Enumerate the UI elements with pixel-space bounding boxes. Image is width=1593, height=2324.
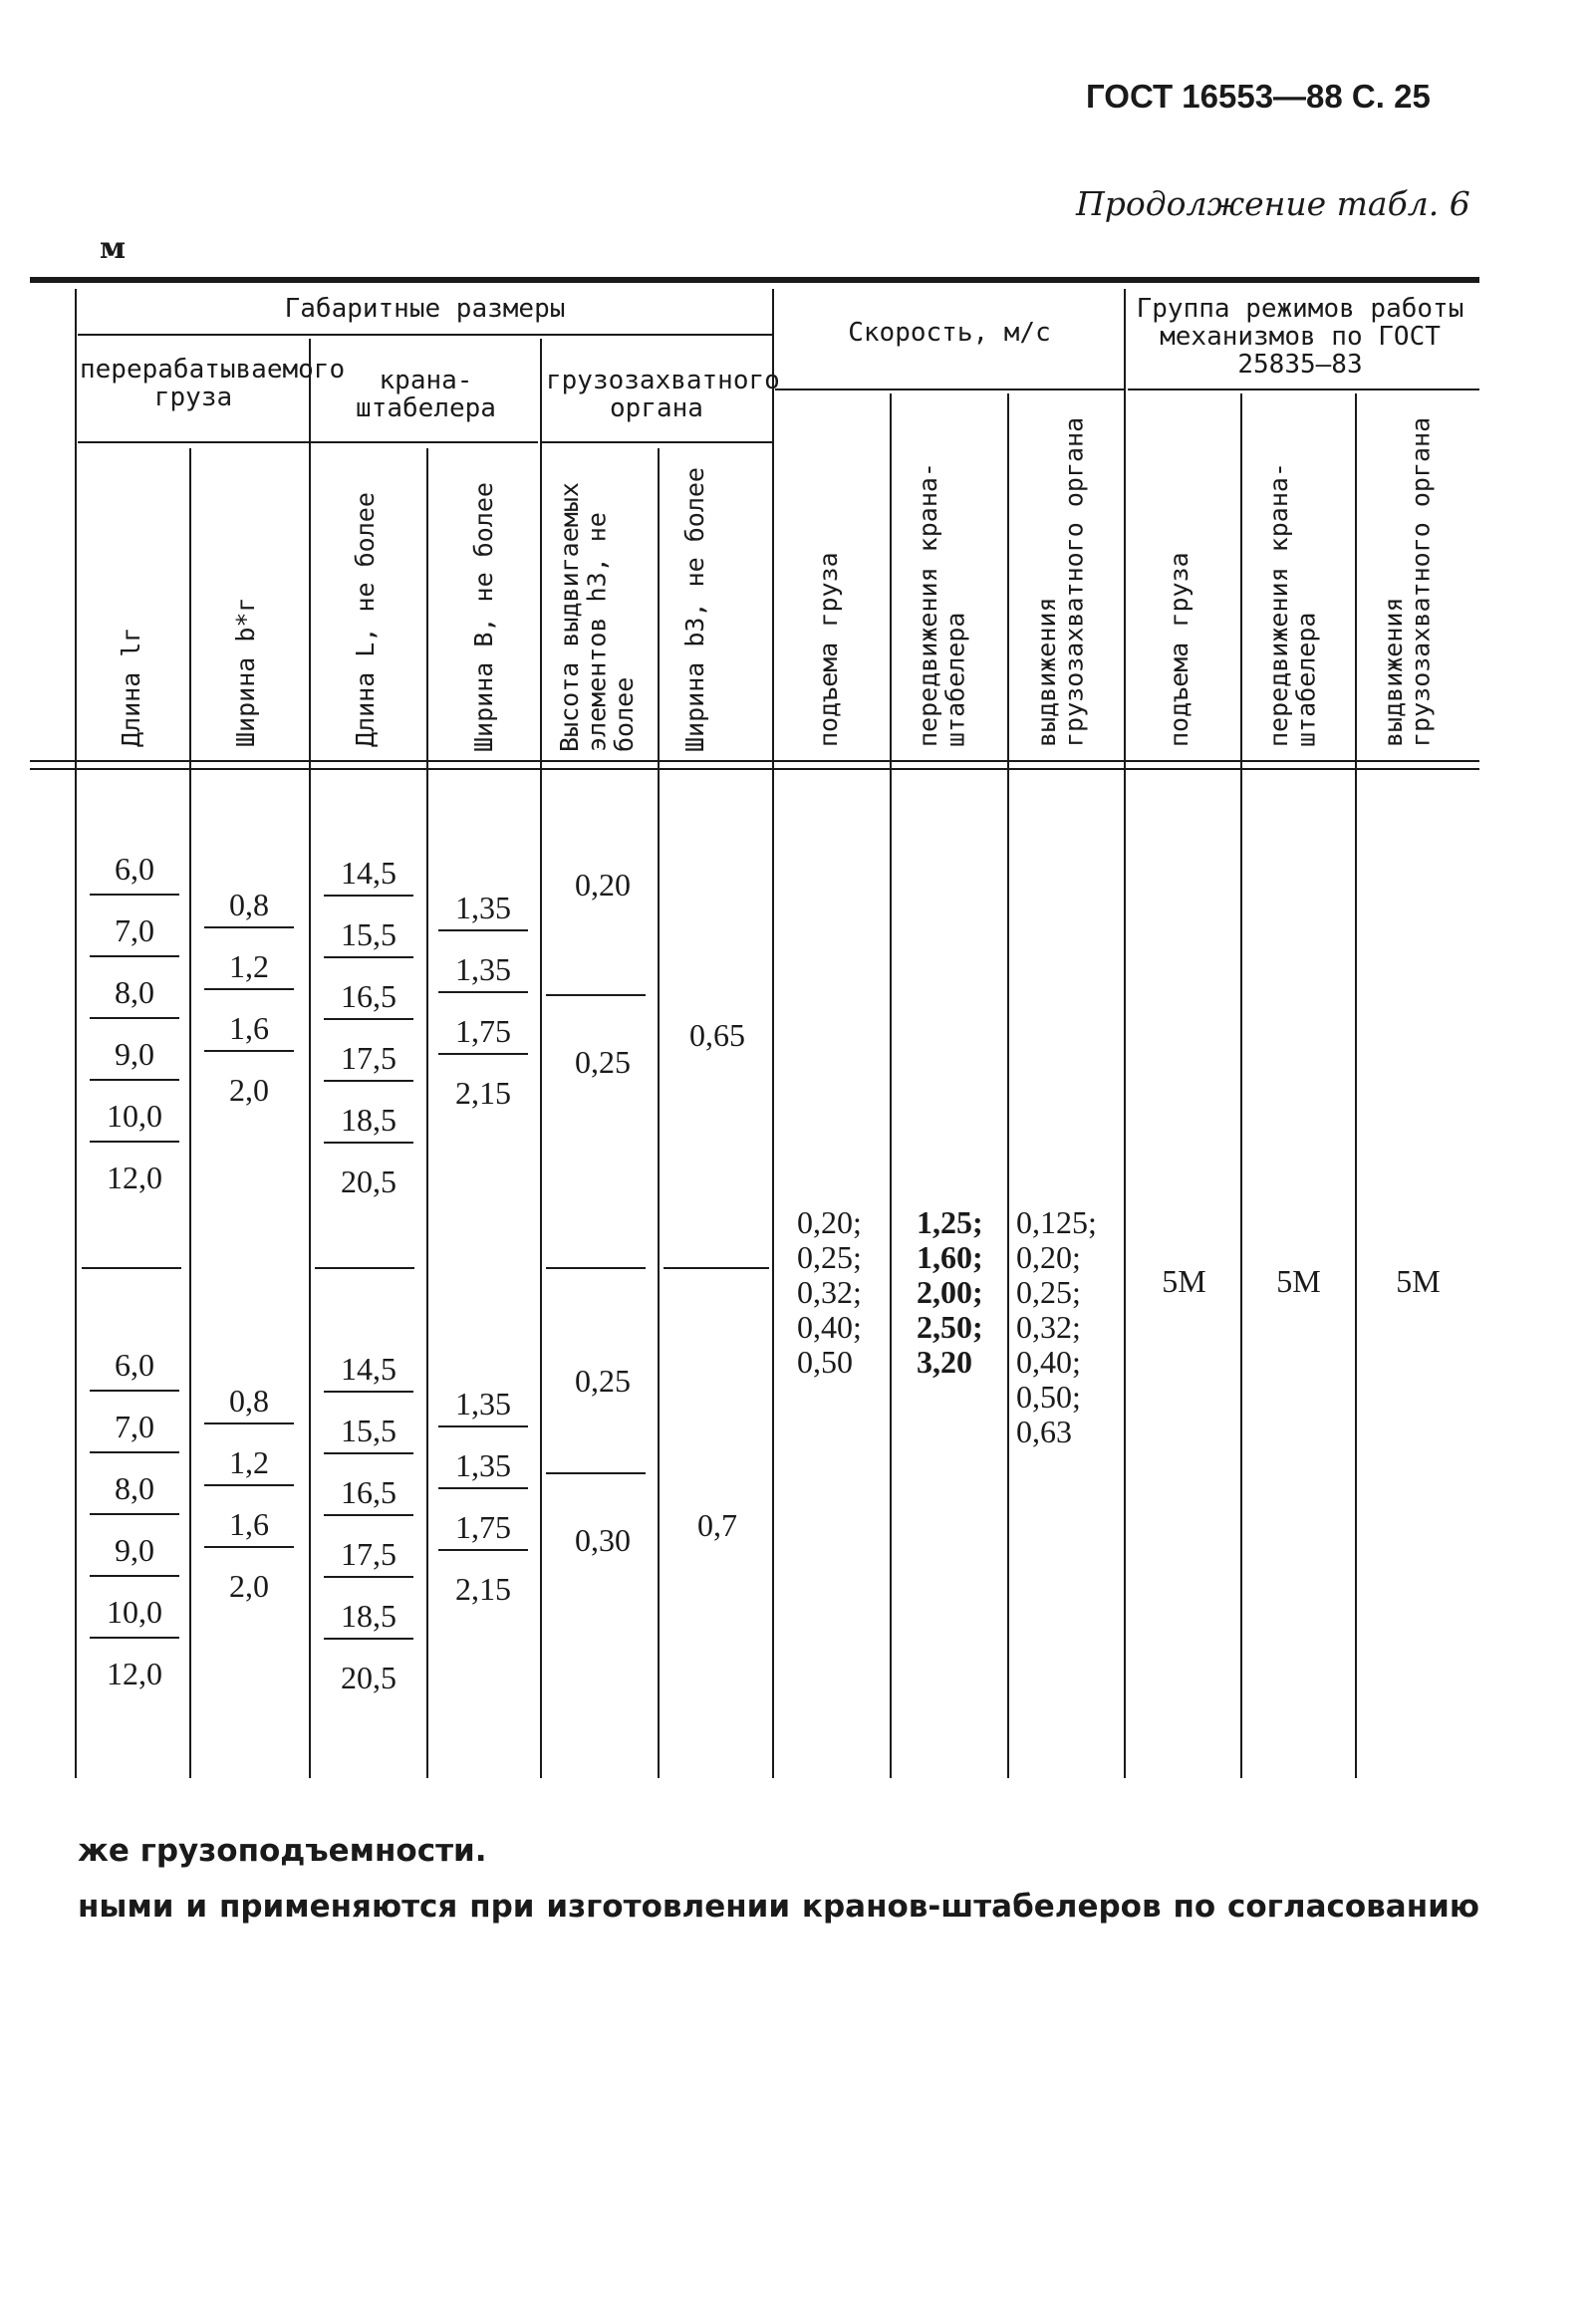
cell-bg: 1,6: [229, 1506, 269, 1542]
cell-lg: 6,0: [115, 1347, 154, 1383]
col-header-speed-extend: выдвижения грузозахватного органа: [1032, 416, 1089, 747]
cell-L: 17,5: [341, 1040, 397, 1076]
cell-lg: 8,0: [115, 1470, 154, 1506]
cell-bg: 1,2: [229, 1444, 269, 1480]
col-header-length-lg: Длина lг: [117, 627, 145, 747]
cell-B: 1,35: [455, 951, 511, 987]
cell-lg: 8,0: [115, 974, 154, 1010]
cell-bg: 1,6: [229, 1010, 269, 1046]
cell-bg: 2,0: [229, 1072, 269, 1108]
cell-bg: 0,8: [229, 887, 269, 922]
cell-lg: 7,0: [115, 912, 154, 948]
col-header-height-h3: Высота выдвигаемых элементов h3, не более: [555, 482, 639, 752]
cell-L: 20,5: [341, 1163, 397, 1199]
cell-bg: 0,8: [229, 1383, 269, 1419]
header-speed: Скорость, м/с: [848, 318, 1051, 348]
cell-L: 18,5: [341, 1598, 397, 1634]
cell-B: 1,75: [455, 1509, 511, 1545]
col-header-mode-extend: выдвижения грузозахватного органа: [1379, 416, 1436, 747]
unit-label: м: [100, 231, 127, 266]
cell-b3: 0,65: [689, 1017, 745, 1053]
header-cargo: перерабатываемого груза: [80, 355, 346, 413]
cell-h3: 0,30: [575, 1522, 631, 1558]
cell-L: 18,5: [341, 1102, 397, 1138]
header-gabarit: Габаритные размеры: [284, 294, 566, 324]
cell-lg: 10,0: [107, 1594, 162, 1630]
cell-B: 1,75: [455, 1013, 511, 1049]
cell-lg: 9,0: [115, 1532, 154, 1568]
header-modes: Группа режимов работы механизмов по ГОСТ 25835—83: [1136, 294, 1464, 381]
cell-lg: 7,0: [115, 1409, 154, 1444]
footnote-line-1: же грузоподъемности.: [78, 1833, 487, 1869]
col-header-width-bg: Ширина b*г: [231, 597, 260, 747]
col-header-speed-travel: передвижения крана-штабелера: [914, 462, 970, 747]
cell-h3: 0,25: [575, 1044, 631, 1080]
page-header: ГОСТ 16553—88 С. 25: [1086, 78, 1431, 115]
table-caption: Продолжение табл. 6: [1076, 184, 1470, 223]
cell-L: 16,5: [341, 978, 397, 1014]
cell-bg: 1,2: [229, 948, 269, 984]
col-header-width-b3: Ширина b3, не более: [680, 467, 709, 752]
speeds-travel: 1,25; 1,60; 2,00; 2,50; 3,20: [917, 1204, 983, 1380]
cell-L: 14,5: [341, 1351, 397, 1387]
cell-lg: 12,0: [107, 1160, 162, 1195]
col-header-width-B: Ширина B, не более: [469, 482, 498, 752]
cell-L: 16,5: [341, 1474, 397, 1510]
cell-B: 1,35: [455, 1386, 511, 1421]
cell-bg: 2,0: [229, 1568, 269, 1604]
cell-L: 15,5: [341, 1413, 397, 1448]
speeds-lift: 0,20; 0,25; 0,32; 0,40; 0,50: [797, 1204, 862, 1380]
col-header-mode-travel: передвижения крана-штабелера: [1264, 462, 1321, 747]
speeds-extend: 0,125; 0,20; 0,25; 0,32; 0,40; 0,50; 0,63: [1016, 1204, 1097, 1449]
cell-L: 20,5: [341, 1660, 397, 1695]
header-grip: грузозахватного органа: [546, 366, 780, 424]
cell-L: 14,5: [341, 855, 397, 891]
footnote-line-2: ными и применяются при изготовлении кранов-штабелеров по согласованию: [78, 1889, 1479, 1925]
cell-B: 2,15: [455, 1571, 511, 1607]
cell-lg: 9,0: [115, 1036, 154, 1072]
cell-L: 17,5: [341, 1536, 397, 1572]
cell-L: 15,5: [341, 916, 397, 952]
cell-lg: 12,0: [107, 1656, 162, 1691]
cell-lg: 10,0: [107, 1098, 162, 1134]
cell-B: 2,15: [455, 1075, 511, 1111]
cell-b3: 0,7: [697, 1507, 737, 1543]
col-header-length-L: Длина L, не более: [351, 492, 380, 747]
col-header-speed-lift: подъема груза: [814, 552, 843, 747]
header-crane: крана-штабелера: [356, 366, 496, 424]
mode-extend: 5М: [1396, 1263, 1441, 1299]
cell-B: 1,35: [455, 1447, 511, 1483]
cell-lg: 6,0: [115, 851, 154, 887]
col-header-mode-lift: подъема груза: [1165, 552, 1194, 747]
cell-B: 1,35: [455, 890, 511, 925]
cell-h3: 0,25: [575, 1363, 631, 1399]
cell-h3: 0,20: [575, 867, 631, 903]
mode-travel: 5М: [1276, 1263, 1321, 1299]
mode-lift: 5М: [1162, 1263, 1206, 1299]
